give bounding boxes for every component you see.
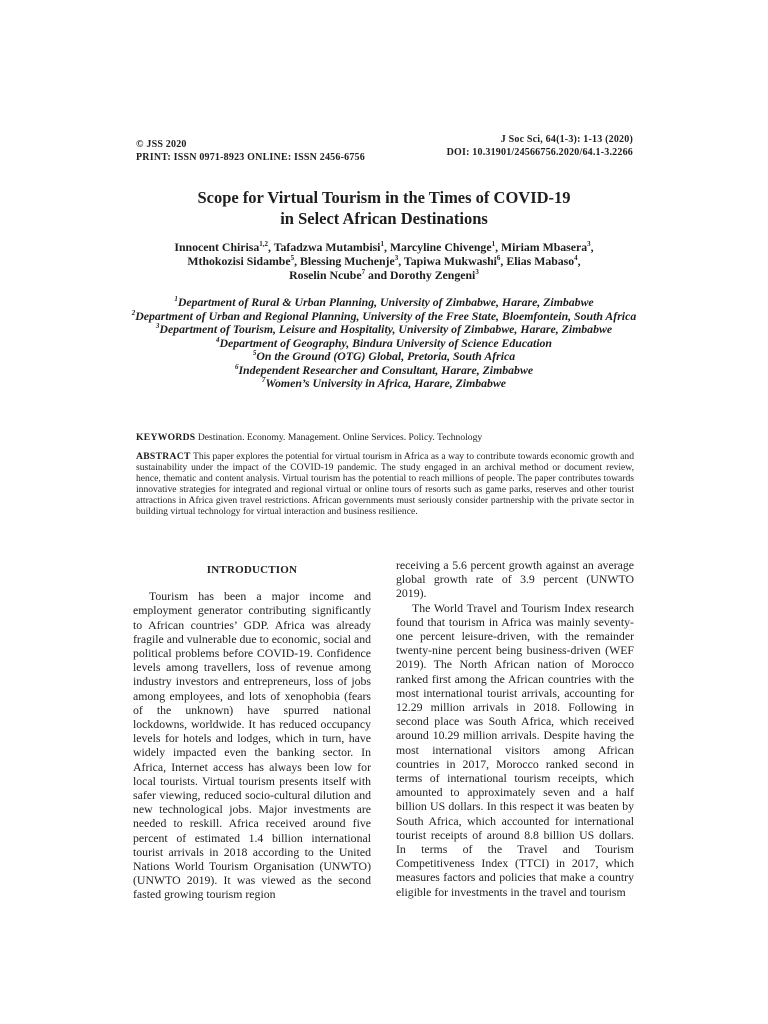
affiliation-text: Department of Rural & Urban Planning, University of Zimbabwe, Harare, Zimbabwe [177, 295, 594, 309]
affiliation-number: 5 [252, 349, 257, 358]
affiliation-list [100, 296, 668, 391]
affiliation-number: 2 [131, 308, 136, 317]
journal-header-left [136, 138, 365, 164]
citation-line: J Soc Sci, 64(1-3): 1-13 (2020) [500, 134, 633, 145]
author-name: Mthokozisi Sidambe [187, 254, 291, 268]
affiliation-item [100, 337, 668, 351]
author-affiliation-marker: 3 [587, 240, 591, 249]
title-line-1: Scope for Virtual Tourism in the Times of COVID-19 [197, 188, 571, 207]
author-separator: , [590, 240, 594, 254]
author-list [120, 240, 648, 282]
author-separator: , [294, 254, 301, 268]
author-affiliation-marker: 3 [475, 268, 479, 277]
author-separator: , [577, 254, 581, 268]
abstract-text: This paper explores the potential for virtual tourism in Africa as a way to contribute towards economic growth and sustainability under the impact of the COVID-19 pandemic. The study engaged in an archival method or document review, hence, thematic and content analysis. Virtual tourism has the potential to reach millions of people. The paper contributes towards innovative strategies for integrated and regional virtual or online tours of resorts such as game parks, reserves and other tourist attractions in Africa given travel restrictions. African governments must seriously consider partnership with the private sector in building virtual technology for virtual interaction and business resilience. [136, 451, 634, 517]
issn-line: PRINT: ISSN 0971-8923 ONLINE: ISSN 2456-6756 [136, 152, 365, 163]
affiliation-text: Independent Researcher and Consultant, Harare, Zimbabwe [238, 362, 534, 377]
author-separator: , [383, 240, 390, 254]
author-separator: , [268, 240, 274, 254]
author-name: Blessing Muchenje [300, 254, 395, 268]
left-column [133, 563, 371, 902]
author-affiliation-marker: 7 [361, 268, 366, 277]
affiliation-number: 7 [261, 376, 266, 385]
affiliation-text: Department of Geography, Bindura University of Science Education [219, 335, 552, 350]
author-separator: and [365, 268, 391, 282]
author-affiliation-marker: 3 [394, 254, 399, 263]
author-affiliation-marker: 5 [290, 254, 295, 263]
affiliation-item [100, 350, 668, 364]
intro-paragraph-continued: receiving a 5.6 percent growth against an average global growth rate of 3.9 percent (UNWTO 2019). [396, 558, 634, 601]
author-separator: , [495, 240, 501, 254]
journal-header-right [447, 133, 633, 159]
affiliation-item [100, 310, 668, 324]
keywords-label: KEYWORDS [136, 432, 196, 443]
abstract-label: ABSTRACT [136, 451, 191, 462]
author-name: Dorothy Zengeni [390, 268, 476, 282]
keywords-block [136, 432, 636, 444]
author-affiliation-marker: 1,2 [259, 240, 269, 249]
author-separator: , [500, 254, 507, 268]
section-heading-introduction: INTRODUCTION [206, 564, 298, 576]
author-name: Marcyline Chivenge [389, 240, 492, 254]
intro-paragraph-2: The World Travel and Tourism Index research found that tourism in Africa was mainly seventy-one percent leisure-driven, with the remainder twenty-nine percent being business-driven (WEF 2019). The North African nation of Morocco ranked first among the African countries with the most international tourist arrivals, accounting for 12.29 million arrivals in 2018. Following in second place was South Africa, which received around 10.29 million arrivals. Despite having the most international visitors among African countries in 2017, Morocco ranked second in terms of international tourism receipts, which amounted to approximately seven and a half billion US dollars. In this respect it was beaten by South Africa, which accounted for international tourist receipts of around 8.8 billion US dollars. In terms of the Travel and Tourism Competitiveness Index (TTCI) in 2017, which measures factors and policies that make a country eligible for investments in the travel and tourism [396, 600, 634, 899]
affiliation-text: Department of Tourism, Leisure and Hospitality, University of Zimbabwe, Harare, Zimbabwe [159, 322, 613, 336]
affiliation-item [100, 323, 668, 337]
affiliation-number: 1 [174, 295, 178, 304]
author-name: Roselin Ncube [289, 268, 362, 282]
right-column [396, 558, 634, 899]
abstract-block [136, 452, 634, 517]
affiliation-item [100, 377, 668, 391]
author-affiliation-marker: 1 [491, 240, 496, 249]
affiliation-number: 3 [155, 322, 160, 331]
copyright-line: © JSS 2020 [136, 139, 187, 150]
paper-title [100, 187, 668, 229]
intro-paragraph-1: Tourism has been a major income and employment generator contributing significantly to African countries’ GDP. Africa was already fragile and vulnerable due to economic, social and political problems before COVID-19. Confidence levels among travellers, loss of revenue among industry investors and entrepreneurs, loss of jobs among employees, and lots of xenophobia (fears of the unknown) have spurred national lockdowns, worldwide. It has reduced occupancy levels for hotels and lodges, which in turn, have widely impacted even the banking sector. In Africa, Internet access has always been low for local tourists. Virtual tourism presents itself with safer viewing, reduced socio-cultural dilution and new technological jobs. Major investments are needed to reskill. Africa received around five percent of estimated 1.4 billion international tourist arrivals in 2018 according to the United Nations World Tourism Organisation (UNWTO) (UNWTO 2019). It was viewed as the second fasted growing tourism region [133, 589, 371, 902]
affiliation-text: On the Ground (OTG) Global, Pretoria, South Africa [256, 349, 516, 363]
doi-line: DOI: 10.31901/24566756.2020/64.1-3.2266 [446, 147, 633, 158]
affiliation-number: 4 [216, 335, 220, 344]
author-name: Miriam Mbasera [500, 240, 588, 254]
author-affiliation-marker: 1 [380, 240, 384, 249]
affiliation-item [100, 364, 668, 378]
affiliation-text: Department of Urban and Regional Planning, University of the Free State, Bloemfontein, South Africa [135, 308, 637, 323]
author-affiliation-marker: 4 [574, 254, 578, 263]
affiliation-item [100, 296, 668, 310]
keywords-text: Destination. Economy. Management. Online Services. Policy. Technology [197, 432, 483, 443]
author-name: Tafadzwa Mutambisi [273, 240, 381, 254]
title-line-2: in Select African Destinations [280, 209, 488, 228]
affiliation-number: 6 [234, 362, 239, 371]
author-name: Tapiwa Mukwashi [403, 254, 497, 268]
author-affiliation-marker: 6 [496, 254, 501, 263]
affiliation-text: Women’s University in Africa, Harare, Zimbabwe [265, 376, 507, 390]
author-name: Elias Mabaso [506, 254, 575, 268]
author-separator: , [398, 254, 404, 268]
author-name: Innocent Chirisa [174, 240, 260, 254]
